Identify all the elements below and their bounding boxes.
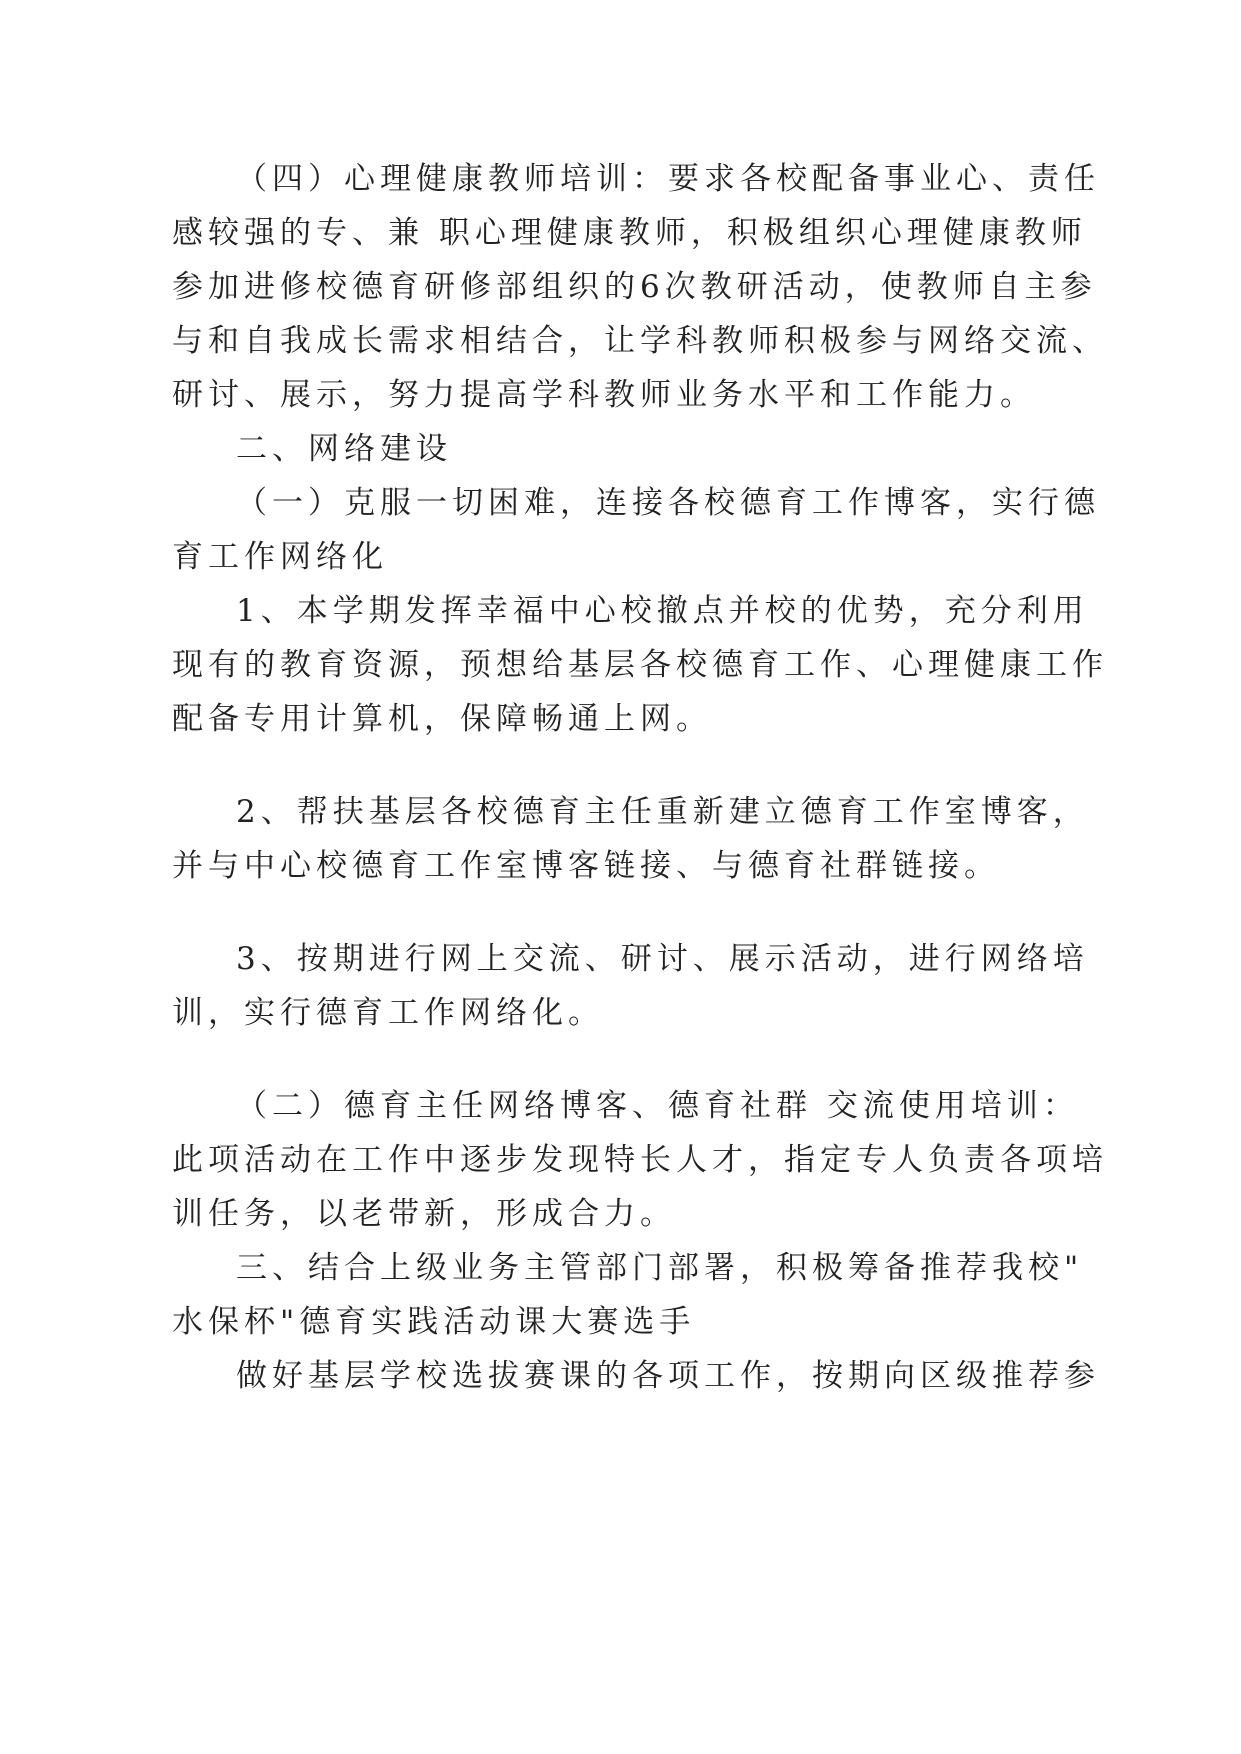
- subsection-heading: （一）克服一切困难，连接各校德育工作博客，实行德: [236, 485, 1100, 521]
- paragraph-line: 此项活动在工作中逐步发现特长人才，指定专人负责各项培: [172, 1142, 1108, 1178]
- paragraph-line: 3、按期进行网上交流、研讨、展示活动，进行网络培: [236, 941, 1089, 977]
- paragraph-line: 育工作网络化: [172, 539, 388, 575]
- paragraph-line: 研讨、展示，努力提高学科教师业务水平和工作能力。: [172, 377, 1036, 413]
- paragraph-line: 1、本学期发挥幸福中心校撤点并校的优势，充分利用: [236, 593, 1089, 629]
- paragraph-line: 并与中心校德育工作室博客链接、与德育社群链接。: [172, 848, 1000, 884]
- subsection-heading: （二）德育主任网络博客、德育社群 交流使用培训：: [236, 1088, 1079, 1124]
- section-heading: 三、结合上级业务主管部门部署，积极筹备推荐我校": [236, 1250, 1084, 1286]
- paragraph-line: 感较强的专、兼 职心理健康教师，积极组织心理健康教师: [172, 215, 1087, 251]
- paragraph-line: 做好基层学校选拔赛课的各项工作，按期向区级推荐参: [236, 1358, 1100, 1394]
- paragraph-line: 与和自我成长需求相结合，让学科教师积极参与网络交流、: [172, 323, 1108, 359]
- section-heading: 二、网络建设: [236, 431, 452, 467]
- paragraph-line: （四）心理健康教师培训：要求各校配备事业心、责任: [236, 161, 1100, 197]
- paragraph-line: 现有的教育资源，预想给基层各校德育工作、心理健康工作: [172, 647, 1108, 683]
- paragraph-line: 训任务，以老带新，形成合力。: [172, 1196, 676, 1232]
- paragraph-line: 2、帮扶基层各校德育主任重新建立德育工作室博客，: [236, 794, 1089, 830]
- paragraph-line: 训，实行德育工作网络化。: [172, 995, 604, 1031]
- paragraph-line: 参加进修校德育研修部组织的6次教研活动，使教师自主参: [172, 269, 1097, 305]
- section-heading: 水保杯"德育实践活动课大赛选手: [172, 1304, 696, 1340]
- paragraph-line: 配备专用计算机，保障畅通上网。: [172, 701, 712, 737]
